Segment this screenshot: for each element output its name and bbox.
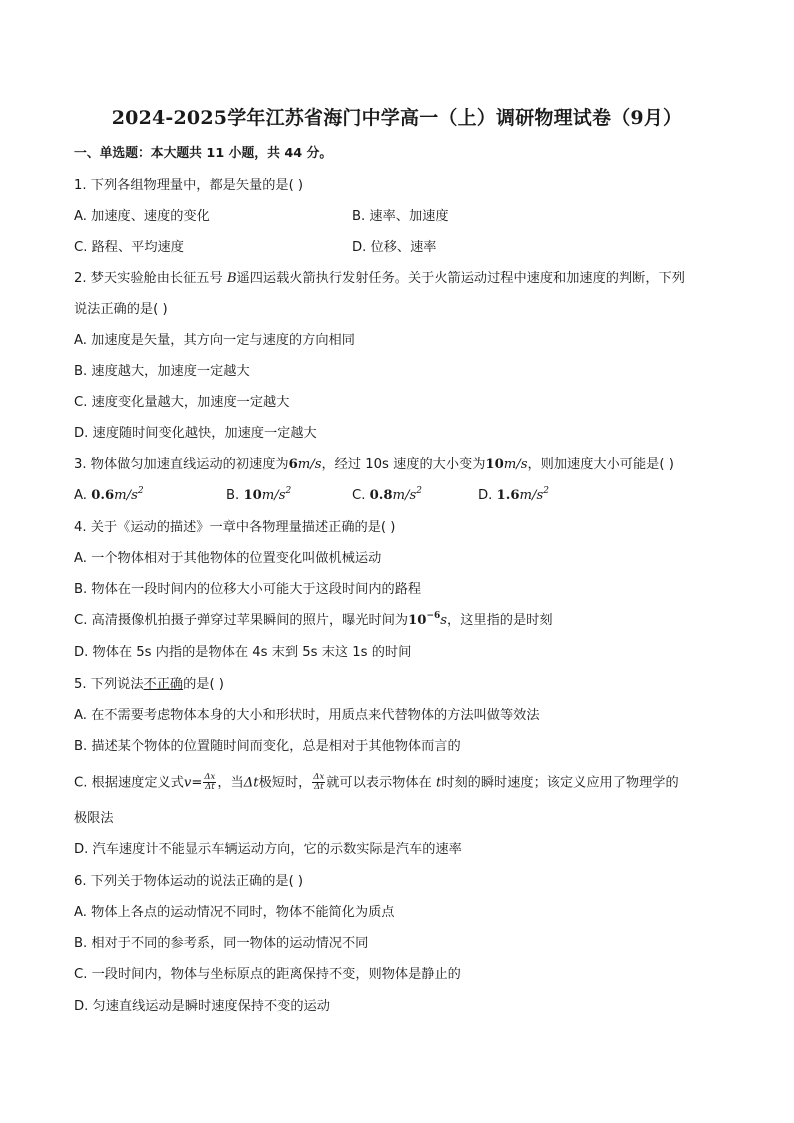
math-unit: s [440,613,448,628]
velocity-fraction [312,773,325,792]
math-value: 10 [243,488,262,503]
math-value: 10 [485,457,504,472]
option-text: ，当 [217,775,244,791]
option-text: 时刻的瞬时速度；该定义应用了物理学的 [441,775,679,791]
question-4-option-d: D. 物体在 5s 内指的是物体在 4s 末到 5s 末这 1s 的时间 [74,645,412,660]
option-label: C. [352,488,370,503]
option-label: D. [478,488,497,503]
math-unit: m/s [519,488,544,503]
question-6-stem: 6. 下列关于物体运动的说法正确的是( ) [74,874,304,889]
question-1-option-d: D. 位移、速率 [352,240,437,255]
question-1-option-c: C. 路程、平均速度 [74,240,184,255]
question-6-option-c: C. 一段时间内，物体与坐标原点的距离保持不变，则物体是静止的 [74,967,461,982]
math-value: 10 [408,613,427,628]
fraction-numerator: Δx [313,772,325,782]
math-exponent: 2 [137,486,144,496]
math-var: Δt [243,775,259,791]
stem-text: 2. 梦天实验舱由长征五号 [74,271,227,286]
question-5-option-a: A. 在不需要考虑物体本身的大小和形状时，用质点来代替物体的方法叫做等效法 [74,708,540,723]
question-1-stem: 1. 下列各组物理量中，都是矢量的是( ) [74,178,304,193]
underlined-keyword: 不正确 [143,677,184,692]
question-4-option-a: A. 一个物体相对于其他物体的位置变化叫做机械运动 [74,551,382,566]
stem-text: 3. 物体做匀加速直线运动的初速度为 [74,457,289,472]
question-3-option-c [352,487,422,505]
stem-text: ，则加速度大小可能是( ) [527,457,674,472]
math-eq: = [191,775,203,791]
option-text: 极短时， [258,775,312,791]
question-4-option-c [74,612,553,630]
question-5-option-c-line-2: 极限法 [74,811,114,826]
math-unit: m/s [392,488,417,503]
question-3-option-d [478,487,549,505]
question-6-option-d: D. 匀速直线运动是瞬时速度保持不变的运动 [74,999,330,1014]
math-value: 0.6 [91,488,115,503]
stem-text: 5. 下列说法 [74,677,144,692]
exam-title: 2024-2025学年江苏省海门中学高一（上）调研物理试卷（9月） [111,107,683,129]
math-b: B [226,271,237,286]
option-text: ，这里指的是时刻 [447,613,553,628]
question-2-option-c: C. 速度变化量越大，加速度一定越大 [74,395,290,410]
question-1-option-a: A. 加速度、速度的变化 [74,209,210,224]
math-unit: m/s [503,457,528,472]
fraction-denominator: Δt [205,782,215,792]
question-2-option-d: D. 速度随时间变化越快，加速度一定越大 [74,426,317,441]
question-1-option-b: B. 速率、加速度 [352,209,449,224]
math-exponent: −6 [426,611,441,621]
velocity-fraction [203,773,216,792]
question-6-option-a: A. 物体上各点的运动情况不同时，物体不能简化为质点 [74,905,395,920]
question-5-option-d: D. 汽车速度计不能显示车辆运动方向，它的示数实际是汽车的速率 [74,842,462,857]
question-2-stem-line-1 [74,270,685,288]
question-5-option-b: B. 描述某个物体的位置随时间而变化，总是相对于其他物体而言的 [74,739,461,754]
question-4-stem: 4. 关于《运动的描述》一章中各物理量描述正确的是( ) [74,520,396,535]
question-3-stem [74,456,674,474]
question-2-option-a: A. 加速度是矢量，其方向一定与速度的方向相同 [74,333,355,348]
math-exponent: 2 [285,486,292,496]
math-exponent: 2 [543,486,549,496]
math-var: v [183,775,192,791]
question-2-stem-line-2: 说法正确的是( ) [74,302,168,317]
stem-text: ，经过 10s 速度的大小变为 [321,457,486,472]
math-var: t [435,775,442,791]
question-5-stem [74,676,224,694]
math-exponent: 2 [416,486,422,496]
stem-text: 遥四运载火箭执行发射任务。关于火箭运动过程中速度和加速度的判断，下列 [236,271,685,286]
math-value: 6 [288,457,298,472]
option-text: C. 高清摄像机拍摄子弹穿过苹果瞬间的照片，曝光时间为 [74,613,409,628]
option-label: B. [226,488,244,503]
stem-text: 的是( ) [183,677,224,692]
question-3-option-b [226,487,291,505]
option-label: A. [74,488,92,503]
math-value: 0.8 [369,488,393,503]
question-5-option-c-line-1 [74,773,679,793]
fraction-denominator: Δt [314,782,324,792]
question-3-option-a [74,487,144,505]
math-unit: m/s [297,457,322,472]
math-unit: m/s [114,488,138,503]
question-2-option-b: B. 速度越大，加速度一定越大 [74,364,250,379]
question-4-option-b: B. 物体在一段时间内的位移大小可能大于这段时间内的路程 [74,582,422,597]
option-text: C. 根据速度定义式 [74,775,184,791]
option-text: 就可以表示物体在 [326,775,436,791]
section-heading: 一、单选题：本大题共 11 小题，共 44 分。 [74,146,333,161]
math-unit: m/s [261,488,286,503]
question-6-option-b: B. 相对于不同的参考系，同一物体的运动情况不同 [74,936,369,951]
math-value: 1.6 [496,488,520,503]
fraction-numerator: Δx [204,772,216,782]
